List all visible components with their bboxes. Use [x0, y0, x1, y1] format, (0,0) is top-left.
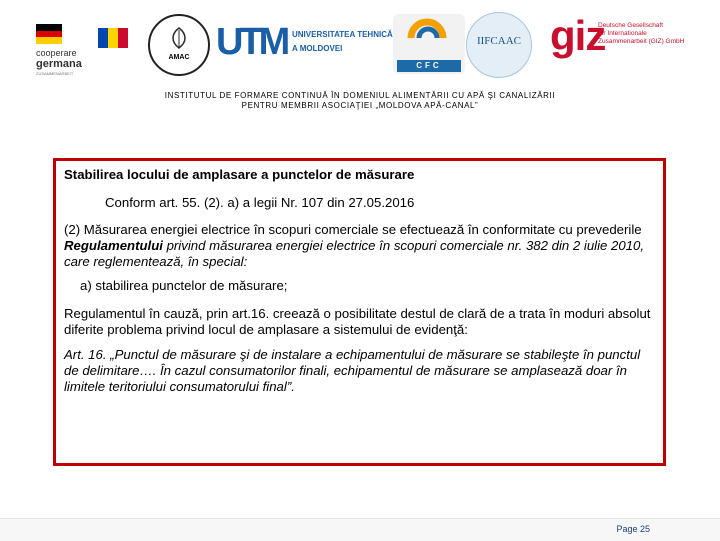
utm-name-line1: UNIVERSITATEA TEHNICĂ [292, 30, 393, 39]
section-heading: Stabilirea locului de amplasare a punctelor de măsurare [64, 167, 415, 182]
institute-line1: INSTITUTUL DE FORMARE CONTINUĂ ÎN DOMENIUL ALIMENTĂRII CU APĂ ŞI CANALIZĂRII [164, 91, 556, 100]
content-box [53, 158, 666, 466]
paragraph-article-16: Art. 16. „Punctul de măsurare şi de instalare a echipamentului de măsurare se stabileşte în punctul de delimitare…. În cazul consumatorilor finali, echipamentul de măsurare se amplasează doar în limitele teritoriului consumatorului final”. [64, 347, 641, 394]
list-item-a: a) stabilirea punctelor de măsurare; [80, 278, 288, 293]
cooperare-text: cooperare [36, 48, 77, 58]
iifcaac-text: IIFCAAC [476, 35, 521, 47]
zusammenarbeit-text: ZUSAMMENARBEIT [36, 71, 74, 76]
cfc-swirl-icon [401, 18, 457, 58]
logo-bar [0, 0, 720, 88]
german-flag-icon [36, 24, 62, 44]
utm-logo [214, 18, 398, 70]
paragraph-regulation: (2) Măsurarea energiei electrice în scopuri comerciale se efectuează în conformitate cu prevederile Regulamentului privind măsurarea energiei electrice în scopuri comerciale nr. 382 din 2 iulie 2010, care reglementează, în special: [64, 222, 645, 269]
giz-mark: giz [550, 12, 606, 59]
amac-text: AMAC [168, 54, 190, 61]
regulation-term: Regulamentului [64, 238, 163, 253]
amac-logo [148, 14, 210, 76]
giz-full-name: Deutsche Gesellschaft für Internationale Zusammenarbeit (GIZ) GmbH [598, 22, 685, 45]
footer [0, 518, 720, 541]
institute-header [0, 91, 720, 111]
legal-reference: Conform art. 55. (2). a) a legii Nr. 107 din 27.05.2016 [105, 195, 415, 210]
germana-text: germana [36, 58, 82, 70]
giz-logo [548, 12, 694, 74]
page-number: Page 25 [616, 524, 650, 534]
utm-name-line2: A MOLDOVEI [292, 44, 343, 53]
cooperare-germana-logo [34, 24, 134, 80]
institute-line2: PENTRU MEMBRII ASOCIAŢIEI „MOLDOVA APĂ-CANAL” [241, 101, 479, 110]
paragraph-explanation: Regulamentul în cauză, prin art.16. creează o posibilitate destul de clară de a trata în moduri absolut diferite problema privind locul de amplasare a sistemului de evidenţă: [64, 306, 651, 337]
utm-mark: UTM [216, 21, 287, 63]
cfc-text: CFC [397, 60, 461, 72]
leaf-icon [168, 26, 190, 50]
moldova-flag-icon [98, 28, 128, 48]
iifcaac-logo [466, 12, 532, 78]
cfc-logo [393, 14, 465, 74]
